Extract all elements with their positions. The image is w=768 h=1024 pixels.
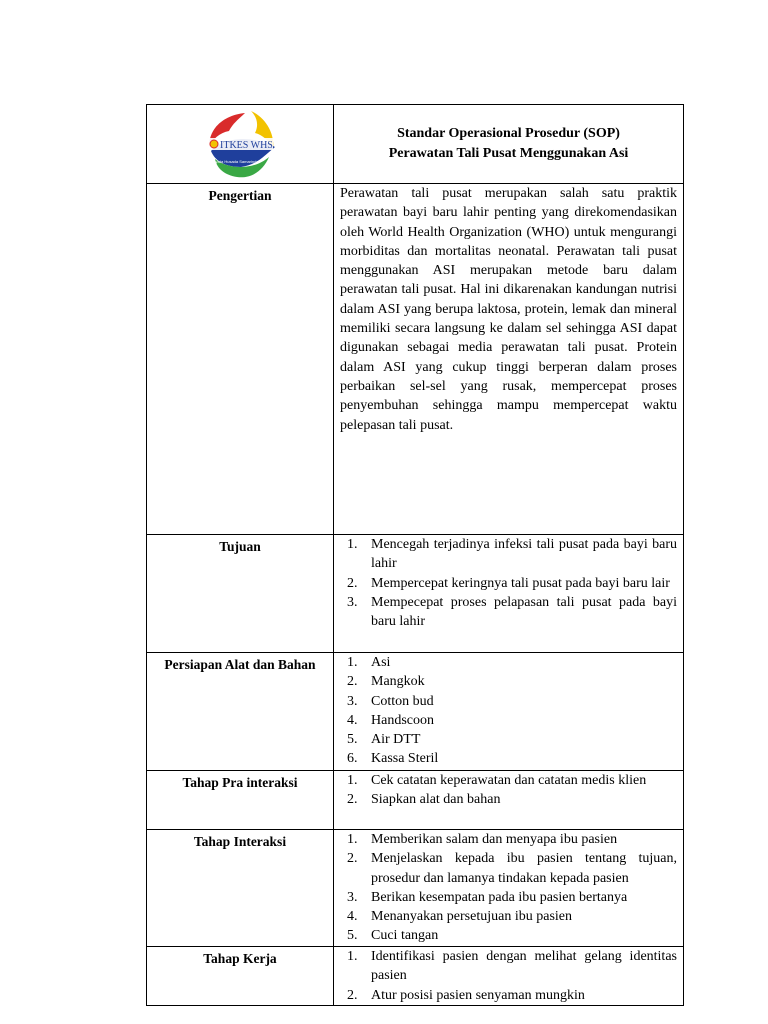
content-interaksi <box>334 830 684 947</box>
list-item <box>334 790 677 809</box>
list-item-number: 2. <box>347 987 358 1003</box>
list-item-number: 2. <box>347 792 358 808</box>
list-item-text: Atur posisi pasien senyaman mungkin <box>371 987 585 1003</box>
list-item-text: Cek catatan keperawatan dan catatan medis klien <box>371 773 647 788</box>
itkes-logo <box>203 107 279 183</box>
list-item-number: 3. <box>347 594 358 610</box>
list-item-text: Mencegah terjadinya infeksi tali pusat pada bayi baru lahir <box>371 537 677 572</box>
pra-interaksi-list <box>334 771 683 810</box>
list-item <box>334 888 677 907</box>
list-item-text: Asi <box>371 655 391 670</box>
content-alat <box>334 653 684 771</box>
list-item-text: Memberikan salam dan menyapa ibu pasien <box>371 832 618 847</box>
content-tujuan <box>334 535 684 653</box>
interaksi-list <box>334 830 683 946</box>
list-item-number: 2. <box>347 851 358 867</box>
row-kerja <box>147 947 684 1006</box>
row-interaksi <box>147 830 684 947</box>
list-item-text: Mangkok <box>371 674 425 690</box>
label-pra-interaksi: Tahap Pra interaksi <box>147 771 334 830</box>
title-line-2: Perawatan Tali Pusat Menggunakan Asi <box>388 146 629 161</box>
row-pra-interaksi <box>147 771 684 830</box>
list-item <box>334 947 677 986</box>
label-kerja: Tahap Kerja <box>147 947 334 1006</box>
list-item-text: Handscoon <box>371 712 434 728</box>
list-item <box>334 730 677 749</box>
list-item-text: Siapkan alat dan bahan <box>371 792 501 808</box>
list-item <box>334 749 677 768</box>
list-item <box>334 907 677 926</box>
list-item <box>334 574 677 593</box>
list-item-text: Kassa Steril <box>371 751 439 767</box>
content-kerja <box>334 947 684 1006</box>
list-item-text: Cotton bud <box>371 693 434 709</box>
kerja-list <box>334 947 683 1005</box>
list-item <box>334 986 677 1005</box>
list-item-text: Mempecepat proses pelapasan tali pusat pada bayi baru lahir <box>371 594 677 630</box>
list-item <box>334 653 677 672</box>
list-item-number: 2. <box>347 674 358 690</box>
list-item-text: Mempercepat keringnya tali pusat pada bayi baru lair <box>371 575 670 591</box>
list-item-number: 4. <box>347 909 358 925</box>
logo-cell <box>147 105 334 184</box>
list-item-text: Menanyakan persetujuan ibu pasien <box>371 909 572 925</box>
row-alat <box>147 653 684 771</box>
list-item-number: 4. <box>347 712 358 728</box>
list-item <box>334 926 677 945</box>
list-item <box>334 692 677 711</box>
title-line-1: Standar Operasional Prosedur (SOP) <box>397 126 620 141</box>
content-pengertian <box>334 184 684 535</box>
list-item-number: 2. <box>347 575 358 591</box>
content-pra-interaksi <box>334 771 684 830</box>
list-item-number: 1. <box>347 537 358 552</box>
logo-seal <box>210 140 218 148</box>
list-item <box>334 593 677 632</box>
list-item-number: 1. <box>347 949 358 964</box>
row-tujuan <box>147 535 684 653</box>
pengertian-text: Perawatan tali pusat merupakan salah satu praktik perawatan bayi baru lahir penting yang direkomendasikan oleh World Health Organization (WHO) untuk mengurangi morbiditas dan mortalitas neonatal. Perawatan tali pusat menggunakan ASI merupakan metode baru dalam perawatan tali pusat. Hal ini dikarenakan kandungan nutrisi dalam ASI yang berupa laktosa, protein, lemak dan mineral memiliki secara langsung ke dalam sel sehingga ASI dapat digunakan sebagai media perawatan tali pusat. Protein dalam ASI yang cukup tinggi berperan dalam proses perbaikan sel-sel yang rusak, mempercepat proses penyembuhan sehingga mampu mempercepat waktu pelepasan tali pusat. <box>340 186 677 433</box>
row-pengertian <box>147 184 684 535</box>
label-tujuan: Tujuan <box>147 535 334 653</box>
list-item-text: Air DTT <box>371 732 421 748</box>
list-item-number: 1. <box>347 773 358 788</box>
sop-table <box>146 104 684 1006</box>
list-item-number: 3. <box>347 889 358 905</box>
list-item-number: 5. <box>347 732 358 748</box>
label-interaksi: Tahap Interaksi <box>147 830 334 947</box>
list-item <box>334 672 677 691</box>
title-cell <box>334 105 684 184</box>
tujuan-list <box>334 535 683 631</box>
logo-motto: Wiyata Husada Samarinda <box>211 159 259 164</box>
list-item-number: 1. <box>347 832 358 847</box>
label-alat: Persiapan Alat dan Bahan <box>147 653 334 771</box>
list-item <box>334 771 677 790</box>
list-item-number: 3. <box>347 693 358 709</box>
list-item <box>334 830 677 849</box>
list-item <box>334 535 677 574</box>
logo-text: ITKES WHS <box>220 140 273 151</box>
list-item-text: Identifikasi pasien dengan melihat gelang identitas pasien <box>371 949 677 984</box>
list-item-number: 6. <box>347 751 358 767</box>
list-item-text: Menjelaskan kepada ibu pasien tentang tujuan, prosedur dan lamanya tindakan kepada pasien <box>371 851 677 886</box>
list-item-text: Cuci tangan <box>371 928 439 944</box>
alat-list <box>334 653 683 769</box>
list-item-number: 1. <box>347 655 358 670</box>
header-row <box>147 105 684 184</box>
list-item-number: 5. <box>347 928 358 944</box>
list-item <box>334 849 677 888</box>
label-pengertian: Pengertian <box>147 184 334 535</box>
list-item <box>334 711 677 730</box>
list-item-text: Berikan kesempatan pada ibu pasien bertanya <box>371 889 628 905</box>
